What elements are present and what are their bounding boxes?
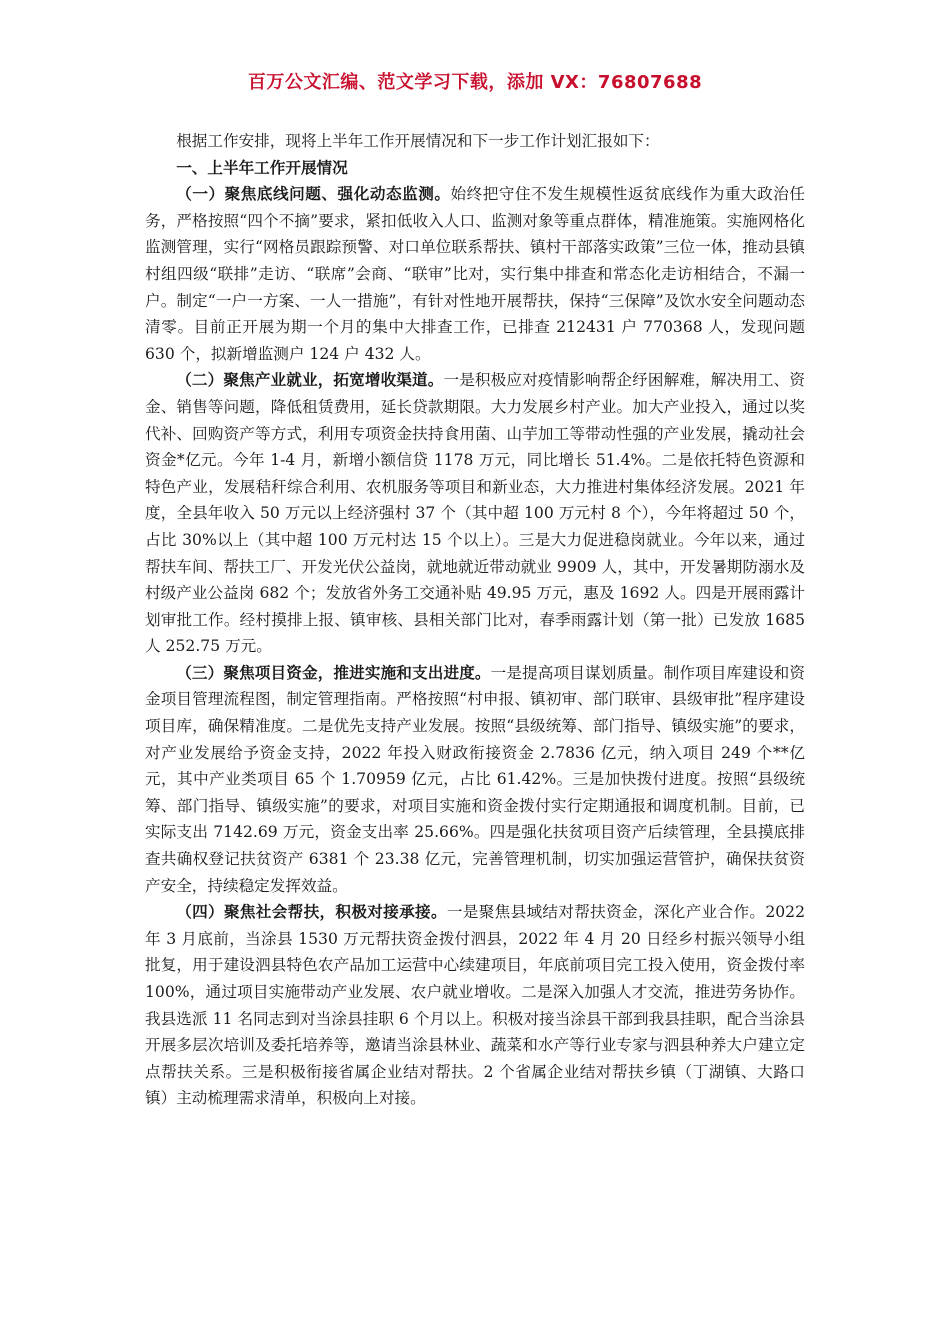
paragraph-2 <box>145 367 805 660</box>
section-heading: 一、上半年工作开展情况 <box>176 158 348 177</box>
document-body <box>145 128 805 1112</box>
intro-paragraph: 根据工作安排，现将上半年工作开展情况和下一步工作计划汇报如下： <box>176 132 660 150</box>
paragraph-lead: （二）聚焦产业就业，拓宽增收渠道。 <box>176 371 444 390</box>
paragraph-text: 一是积极应对疫情影响帮企纾困解难，解决用工、资金、销售等问题，降低租赁费用，延长贷款期限。大力发展乡村产业。加大产业投入，通过以奖代补、回购资产等方式，利用专项资金扶持食用菌、山芋加工等带动性强的产业发展，撬动社会资金*亿元。今年 1-4 月，新增小额信贷 1178 万元，同比增长 51.4%。二是依托特色资源和特色产业，发展秸秆综合利用、农机服务等项目和新业态，大力推进村集体经济发展。2021 年度，全县年收入 50 万元以上经济强村 37 个（其中超 100 万元村 8 个），今年将超过 50 个，占比 30%以上（其中超 100 万元村达 15 个以上）。三是大力促进稳岗就业。今年以来，通过帮扶车间、帮扶工厂、开发光伏公益岗，就地就近带动就业 9909 人，其中，开发暑期防溺水及村级产业公益岗 682 个；发放省外务工交通补贴 49.95 万元，惠及 1692 人。四是开展雨露计划审批工作。经村摸排上报、镇审核、县相关部门比对，春季雨露计划（第一批）已发放 1685 人 252.75 万元。 <box>145 371 805 656</box>
paragraph-1 <box>145 181 805 367</box>
paragraph-text: 一是聚焦县域结对帮扶资金，深化产业合作。2022 年 3 月底前，当涂县 1530 万元帮扶资金拨付泗县，2022 年 4 月 20 日经乡村振兴领导小组批复，用于建设泗县特色农产品加工运营中心续建项目，年底前项目完工投入使用，资金拨付率 100%，通过项目实施带动产业发展、农户就业增收。二是深入加强人才交流，推进劳务协作。我县选派 11 名同志到对当涂县挂职 6 个月以上。积极对接当涂县干部到我县挂职，配合当涂县开展多层次培训及委托培养等，邀请当涂县林业、蔬菜和水产等行业专家与泗县种养大户建立定点帮扶关系。三是积极衔接省属企业结对帮扶。2 个省属企业结对帮扶乡镇（丁湖镇、大路口镇）主动梳理需求清单，积极向上对接。 <box>145 903 805 1108</box>
paragraph-lead: （四）聚焦社会帮扶，积极对接承接。 <box>176 903 447 922</box>
paragraph-lead: （一）聚焦底线问题、强化动态监测。 <box>176 185 451 204</box>
paragraph-3 <box>145 660 805 899</box>
paragraph-lead: （三）聚焦项目资金，推进实施和支出进度。 <box>176 663 491 682</box>
paragraph-text: 一是提高项目谋划质量。制作项目库建设和资金项目管理流程图，制定管理指南。严格按照“村申报、镇初审、部门联审、县级审批”程序建设项目库，确保精准度。二是优先支持产业发展。按照“县级统筹、部门指导、镇级实施”的要求，对产业发展给予资金支持，2022 年投入财政衔接资金 2.7836 亿元，纳入项目 249 个**亿元，其中产业类项目 65 个 1.70959 亿元，占比 61.42%。三是加快拨付进度。按照“县级统筹、部门指导、镇级实施”的要求，对项目实施和资金拨付实行定期通报和调度机制。目前，已实际支出 7142.69 万元，资金支出率 25.66%。四是强化扶贫项目资产后续管理，全县摸底排查共确权登记扶贫资产 6381 个 23.38 亿元，完善管理机制，切实加强运营管护，确保扶贫资产安全，持续稳定发挥效益。 <box>145 663 805 895</box>
paragraph-4 <box>145 899 805 1112</box>
paragraph-text: 始终把守住不发生规模性返贫底线作为重大政治任务，严格按照“四个不摘”要求，紧扣低收入人口、监测对象等重点群体，精准施策。实施网格化监测管理，实行“网格员跟踪预警、对口单位联系帮扶、镇村干部落实政策”三位一体，推动县镇村组四级“联排”走访、“联席”会商、“联审”比对，实行集中排查和常态化走访相结合，不漏一户。制定“一户一方案、一人一措施”，有针对性地开展帮扶，保持“三保障”及饮水安全问题动态清零。目前正开展为期一个月的集中大排查工作，已排查 212431 户 770368 人，发现问题 630 个，拟新增监测户 124 户 432 人。 <box>145 185 805 363</box>
watermark-banner: 百万公文汇编、范文学习下载，添加 VX：76807688 <box>247 72 703 93</box>
